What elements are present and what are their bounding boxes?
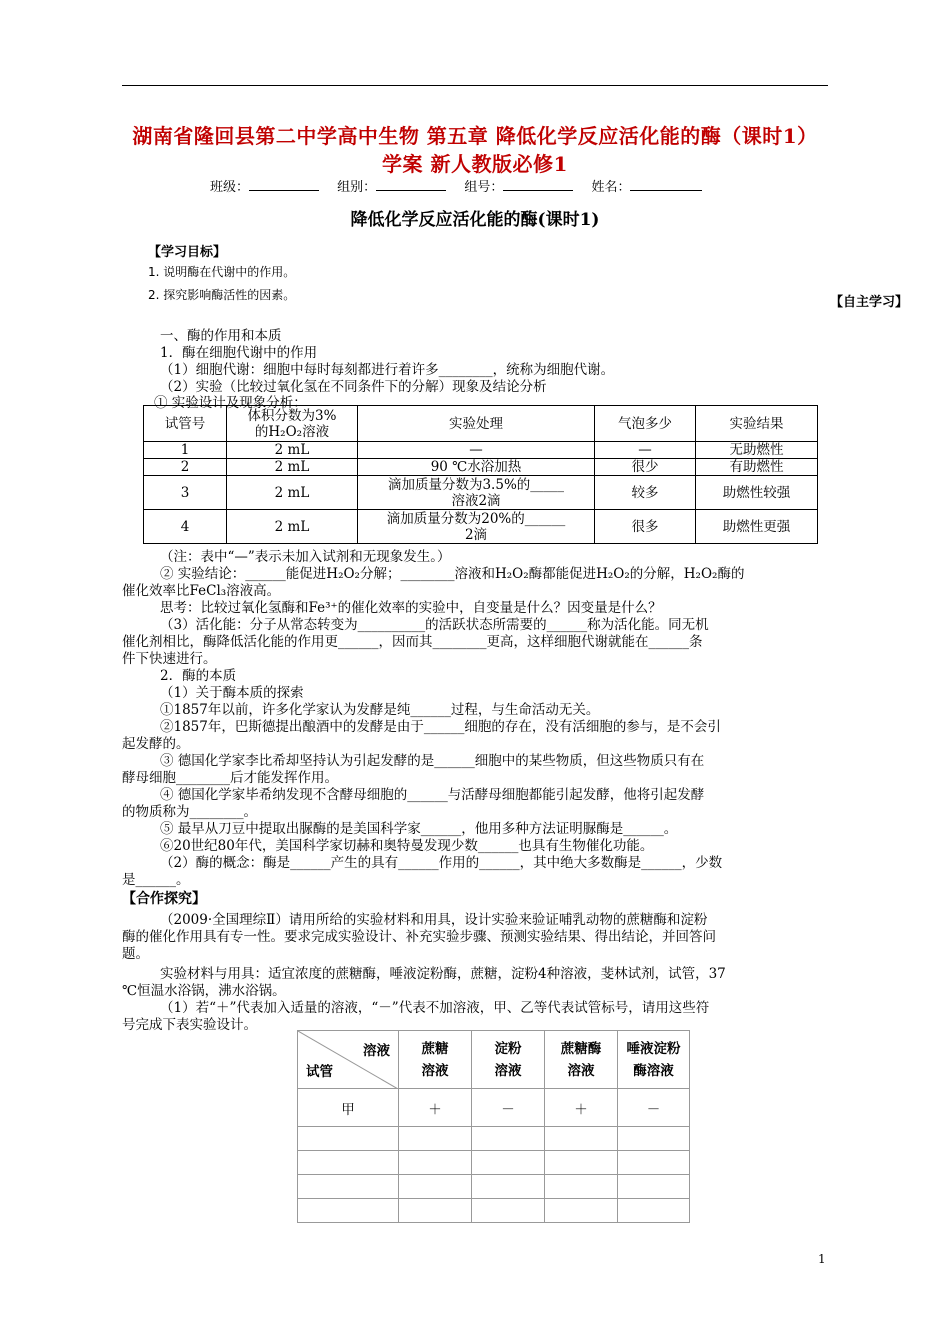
class-field <box>210 180 319 195</box>
group-field <box>337 180 446 195</box>
text-line: 催化效率比FeCl₃溶液高。 <box>122 583 281 599</box>
section-title: 降低化学反应活化能的酶(课时1) <box>350 210 600 230</box>
corner-top-label: 溶液 <box>363 1043 390 1059</box>
text-line: 题。 <box>122 946 149 962</box>
class-blank[interactable] <box>249 178 319 191</box>
header-part: 溶液 <box>421 1062 449 1079</box>
text-line: 酶的催化作用具有专一性。要求完成实验设计、补充实验步骤、预测实验结果、得出结论，并回答问 <box>122 929 716 945</box>
table-row <box>144 442 818 459</box>
text-line: （2）酶的概念：酶是______产生的具有______作用的______，其中绝大多数酶是______，少数 <box>160 855 723 871</box>
header-part: 溶液 <box>567 1062 595 1079</box>
table-row-empty <box>298 1199 690 1223</box>
document-title-line2: 学案 新人教版必修1 <box>382 152 568 176</box>
table-cell[interactable] <box>298 1175 399 1199</box>
table-cell[interactable] <box>618 1151 690 1175</box>
table-cell[interactable] <box>618 1127 690 1151</box>
text-line: ⑥20世纪80年代，美国科学家切赫和奥特曼发现少数______也具有生物催化功能。 <box>160 838 654 854</box>
header-part: 的H₂O₂溶液 <box>254 423 330 440</box>
cooperative-header: 【合作探究】 <box>122 891 206 907</box>
table-header <box>472 1031 545 1089</box>
group-no-blank[interactable] <box>503 178 573 191</box>
objective-2: 2. 探究影响酶活性的因素。 <box>148 288 296 302</box>
table-cell[interactable] <box>618 1199 690 1223</box>
table-header: 实验处理 <box>358 406 595 442</box>
table-cell: 90 ℃水浴加热 <box>358 459 595 476</box>
text-line: （2）实验（比较过氧化氢在不同条件下的分解）现象及结论分析 <box>160 379 547 395</box>
table-cell[interactable] <box>399 1151 472 1175</box>
table-header: 试管号 <box>144 406 227 442</box>
table-cell[interactable] <box>472 1175 545 1199</box>
cell-part: 滴加质量分数为3.5%的_____ <box>387 476 565 493</box>
table-cell: 2 <box>144 459 227 476</box>
table-cell: 2 mL <box>227 510 358 544</box>
cell-part: 溶液2滴 <box>451 492 501 509</box>
table-cell[interactable] <box>298 1151 399 1175</box>
table-cell[interactable] <box>399 1127 472 1151</box>
table-cell <box>358 510 595 544</box>
table-cell: 1 <box>144 442 227 459</box>
table-cell: 有助燃性 <box>696 459 818 476</box>
header-part: 唾液淀粉 <box>626 1040 681 1057</box>
table-cell[interactable] <box>472 1127 545 1151</box>
text-line: 号完成下表实验设计。 <box>122 1017 257 1033</box>
text-line: ① 实验设计及现象分析： <box>154 395 307 411</box>
table-header: 气泡多少 <box>595 406 696 442</box>
design-table <box>297 1030 690 1223</box>
table-cell: 4 <box>144 510 227 544</box>
table-header <box>618 1031 690 1089</box>
group-label: 组别： <box>337 180 377 195</box>
text-line: （1）关于酶本质的探索 <box>160 685 304 701</box>
text-line: 一、酶的作用和本质 <box>160 328 282 344</box>
text-line: 起发酵的。 <box>122 736 190 752</box>
text-line: ①1857年以前，许多化学家认为发酵是纯______过程，与生命活动无关。 <box>160 702 600 718</box>
text-line: ℃恒温水浴锅，沸水浴锅。 <box>122 983 286 999</box>
text-line: ② 实验结论：______能促进H₂O₂分解；________溶液和H₂O₂酶都能促进H₂O₂的分解，H₂O₂酶的 <box>160 566 745 582</box>
header-part: 酶溶液 <box>633 1062 674 1079</box>
table-row <box>144 510 818 544</box>
text-line: （1）若“＋”代表加入适量的溶液，“－”代表不加溶液，甲、乙等代表试管标号，请用这些符 <box>160 1000 710 1016</box>
group-blank[interactable] <box>376 178 446 191</box>
experiment-table <box>143 405 818 544</box>
text-line: ②1857年，巴斯德提出酿酒中的发酵是由于______细胞的存在，没有活细胞的参与，是不会引 <box>160 719 721 735</box>
corner-header <box>298 1031 399 1089</box>
header-part: 体积分数为3% <box>247 407 337 424</box>
group-no-field <box>464 180 573 195</box>
table-cell[interactable] <box>618 1175 690 1199</box>
table-cell: — <box>595 442 696 459</box>
table-header: 实验结果 <box>696 406 818 442</box>
name-field <box>591 180 702 195</box>
header-part: 蔗糖 <box>421 1040 449 1057</box>
text-line: ④ 德国化学家毕希纳发现不含酵母细胞的______与活酵母细胞都能引起发酵，他将引起发酵 <box>160 787 705 803</box>
table-cell: 2 mL <box>227 476 358 510</box>
table-cell[interactable] <box>472 1151 545 1175</box>
table-cell: － <box>472 1089 545 1127</box>
table-cell: 很多 <box>595 510 696 544</box>
table-cell: — <box>358 442 595 459</box>
table-cell <box>358 476 595 510</box>
header-part: 溶液 <box>494 1062 522 1079</box>
table-cell[interactable] <box>298 1199 399 1223</box>
text-line: 思考：比较过氧化氢酶和Fe³⁺的催化效率的实验中，自变量是什么？因变量是什么？ <box>160 600 662 616</box>
table-cell: 很少 <box>595 459 696 476</box>
text-line: ③ 德国化学家李比希却坚持认为引起发酵的是______细胞中的某些物质，但这些物质只有在 <box>160 753 705 769</box>
table-cell: 助燃性更强 <box>696 510 818 544</box>
table-cell: 2 mL <box>227 442 358 459</box>
table-cell[interactable] <box>545 1175 618 1199</box>
table-cell[interactable] <box>545 1151 618 1175</box>
text-line: 催化剂相比，酶降低活化能的作用更______，因而其________更高，这样细胞代谢就能在______条 <box>122 634 703 650</box>
table-row-empty <box>298 1127 690 1151</box>
objective-1: 1. 说明酶在代谢中的作用。 <box>148 265 296 279</box>
cell-part: 滴加质量分数为20%的______ <box>386 510 566 527</box>
text-line: 的物质称为________。 <box>122 804 257 820</box>
table-cell: 2 mL <box>227 459 358 476</box>
table-row <box>144 459 818 476</box>
text-line: ⑤ 最早从刀豆中提取出脲酶的是美国科学家______，他用多种方法证明脲酶是______。 <box>160 821 678 837</box>
table-cell[interactable] <box>545 1199 618 1223</box>
text-line: 件下快速进行。 <box>122 651 217 667</box>
header-part: 蔗糖酶 <box>560 1040 602 1057</box>
text-line: 2．酶的本质 <box>160 668 237 684</box>
table-cell: 甲 <box>298 1089 399 1127</box>
table-cell: ＋ <box>399 1089 472 1127</box>
table-row <box>298 1089 690 1127</box>
table-note: （注：表中“—”表示未加入试剂和无现象发生。） <box>160 549 451 565</box>
group-no-label: 组号： <box>464 180 504 195</box>
text-line: （1）细胞代谢：细胞中每时每刻都进行着许多________，统称为细胞代谢。 <box>160 362 615 378</box>
name-label: 姓名： <box>591 180 631 195</box>
table-cell[interactable] <box>472 1199 545 1223</box>
document-title-line1: 湖南省隆回县第二中学高中生物 第五章 降低化学反应活化能的酶（课时1） <box>132 124 818 148</box>
cell-part: 2滴 <box>464 526 488 543</box>
table-row <box>144 476 818 510</box>
table-header <box>399 1031 472 1089</box>
class-label: 班级： <box>210 180 250 195</box>
table-cell: 无助燃性 <box>696 442 818 459</box>
name-blank[interactable] <box>630 178 702 191</box>
table-cell: ＋ <box>545 1089 618 1127</box>
header-rule <box>122 85 828 86</box>
table-header <box>545 1031 618 1089</box>
text-line: 1．酶在细胞代谢中的作用 <box>160 345 318 361</box>
student-info-row <box>210 176 716 195</box>
text-line: 是______。 <box>122 872 190 888</box>
objectives-header: 【学习目标】 <box>148 245 227 260</box>
text-line: （3）活化能：分子从常态转变为__________的活跃状态所需要的______称为活化能。同无机 <box>160 617 709 633</box>
table-cell[interactable] <box>399 1199 472 1223</box>
table-cell: － <box>618 1089 690 1127</box>
table-cell[interactable] <box>545 1127 618 1151</box>
text-line: 酵母细胞________后才能发挥作用。 <box>122 770 338 786</box>
table-cell[interactable] <box>298 1127 399 1151</box>
header-part: 淀粉 <box>494 1040 522 1057</box>
text-line: 实验材料与用具：适宜浓度的蔗糖酶，唾液淀粉酶，蔗糖，淀粉4种溶液，斐林试剂，试管，37 <box>160 966 726 982</box>
self-study-header: 【自主学习】 <box>830 295 909 310</box>
table-row-empty <box>298 1151 690 1175</box>
table-cell: 3 <box>144 476 227 510</box>
table-header <box>227 406 358 442</box>
table-row-empty <box>298 1175 690 1199</box>
table-cell: 较多 <box>595 476 696 510</box>
page-number: 1 <box>818 1252 826 1266</box>
table-cell[interactable] <box>399 1175 472 1199</box>
corner-bottom-label: 试管 <box>306 1064 333 1080</box>
table-cell: 助燃性较强 <box>696 476 818 510</box>
text-line: （2009·全国理综Ⅱ）请用所给的实验材料和用具，设计实验来验证哺乳动物的蔗糖酶和淀粉 <box>160 912 708 928</box>
